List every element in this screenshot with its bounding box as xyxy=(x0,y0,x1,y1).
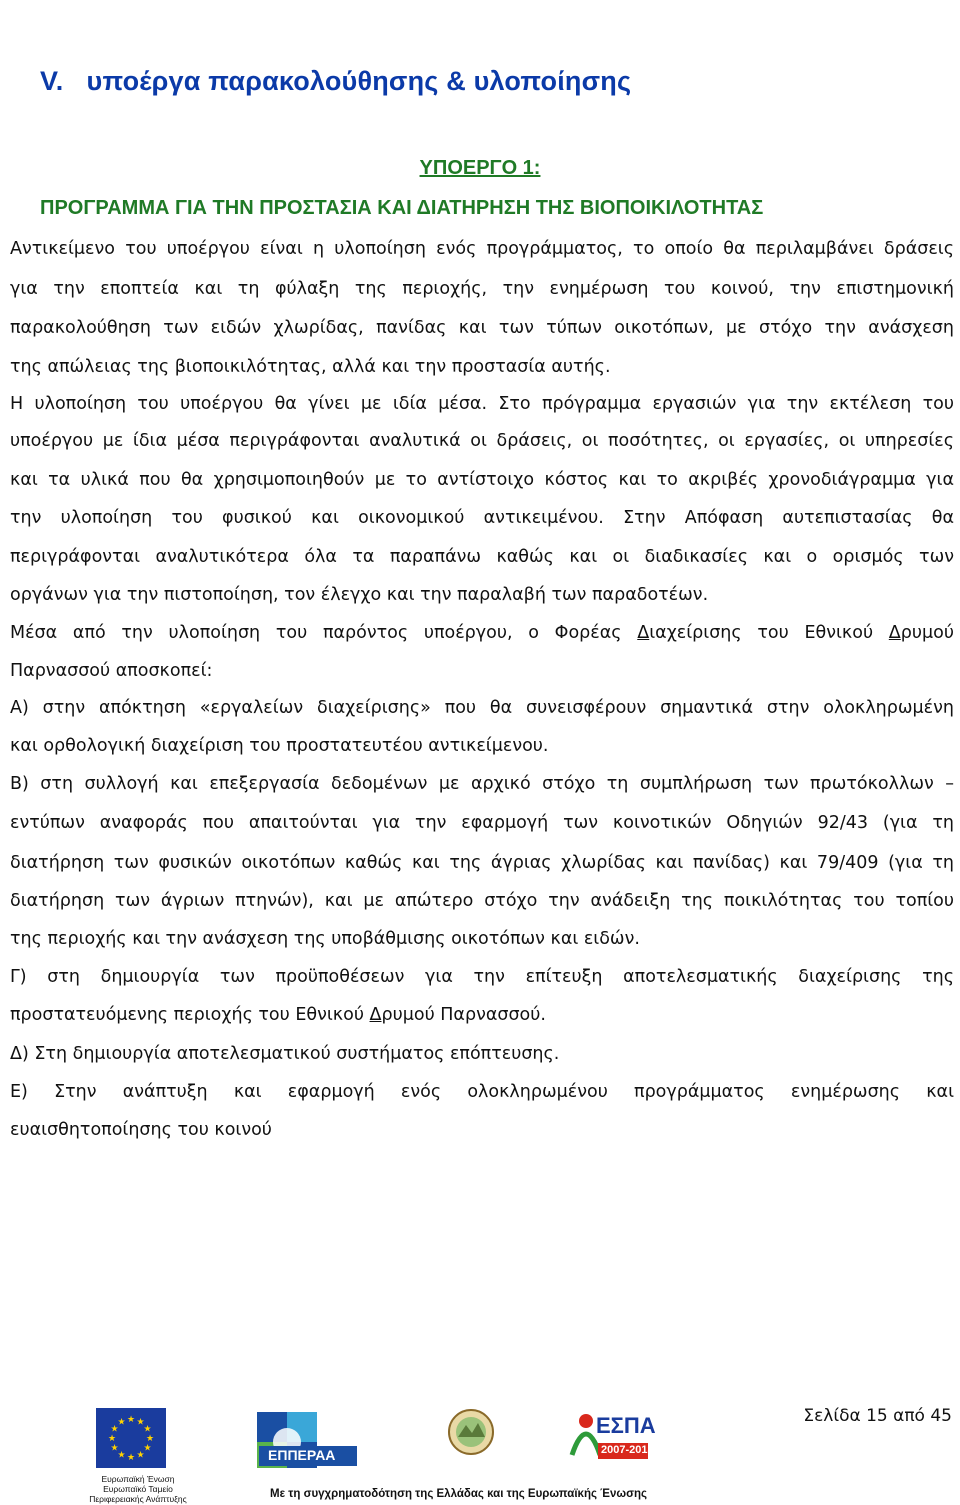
subproject-title: ΠΡΟΓΡΑΜΜΑ ΓΙΑ ΤΗΝ ΠΡΟΣΤΑΣΙΑ ΚΑΙ ΔΙΑΤΗΡΗΣΗ ΤΗΣ ΒΙΟΠΟΙΚΙΛΟΤΗΤΑΣ xyxy=(40,197,764,219)
p3-underlined: Δ xyxy=(888,623,901,643)
p3-text: ιαχείρισης του Εθνικού xyxy=(649,623,889,643)
section-title-text: υποέργα παρακολούθησης & υλοποίησης xyxy=(86,66,632,96)
paragraph-2-line: οργάνων για την πιστοποίηση, τον έλεγχο και την παραλαβή των παραδοτέων. xyxy=(10,585,709,605)
item-d-line: Δ) Στη δημιουργία αποτελεσματικού συστήματος επόπτευσης. xyxy=(10,1044,560,1064)
item-e-line: ευαισθητοποίησης του κοινού xyxy=(10,1120,272,1140)
cofunding-note: Με τη συγχρηματοδότηση της Ελλάδας και της Ευρωπαϊκής Ένωσης xyxy=(270,1488,647,1500)
item-e-line: Ε) Στην ανάπτυξη και εφαρμογή ενός ολοκληρωμένου προγράμματος ενημέρωσης και xyxy=(10,1082,954,1102)
svg-text:★: ★ xyxy=(136,1450,145,1461)
g-text: προστατευόμενης περιοχής του Εθνικού xyxy=(10,1005,370,1025)
espa-label: ΕΣΠΑ xyxy=(596,1413,656,1438)
item-b-line: της περιοχής και την ανάσχεση της υποβάθμισης οικοτόπων και ειδών. xyxy=(10,929,640,949)
paragraph-2-line: περιγράφονται αναλυτικότερα όλα τα παραπάνω καθώς και οι διαδικασίες και ο ορισμός των xyxy=(10,547,954,567)
page-number: Σελίδα 15 από 45 xyxy=(803,1406,952,1426)
svg-text:★: ★ xyxy=(145,1434,155,1444)
paragraph-2-line: Η υλοποίηση του υποέργου θα γίνει με ιδία μέσα. Στο πρόγραμμα εργασιών για την εκτέλεση του xyxy=(10,394,954,414)
p3-text: ρυμού xyxy=(900,623,954,643)
p3-underlined: Δ xyxy=(637,623,650,643)
paragraph-1-line: Αντικείμενο του υποέργου είναι η υλοποίηση ενός προγράμματος, το οποίο θα περιλαμβάνει δράσεις xyxy=(10,239,954,259)
item-a-line: Α) στην απόκτηση «εργαλείων διαχείρισης» που θα συνεισφέρουν σημαντικά στην ολοκληρωμένη xyxy=(10,698,954,718)
paragraph-2-line: και τα υλικά που θα χρησιμοποιηθούν με το αντίστοιχο κόστος και το ακριβές χρονοδιάγραμμα για xyxy=(10,470,954,490)
eu-caption-line: Περιφερειακής Ανάπτυξης xyxy=(89,1494,187,1504)
section-number: V. xyxy=(40,66,64,96)
svg-text:★: ★ xyxy=(110,1443,119,1454)
svg-text:★: ★ xyxy=(107,1434,117,1444)
subproject-label: ΥΠΟΕΡΓΟ 1: xyxy=(419,157,541,179)
svg-text:★: ★ xyxy=(143,1443,152,1454)
paragraph-1-line: για την εποπτεία και τη φύλαξη της περιοχής, την ενημέρωση του κοινού, την επιστημονική xyxy=(10,279,954,299)
item-b-line: διατήρηση των φυσικών οικοτόπων καθώς και της άγριας χλωρίδας και πανίδας) και 79/409 (για τη xyxy=(10,853,954,873)
section-title xyxy=(40,66,631,97)
eu-caption-line: Ευρωπαϊκό Ταμείο xyxy=(103,1484,173,1494)
paragraph-2-line: υποέργου με ίδια μέσα περιγράφονται αναλυτικά οι δράσεις, οι ποσότητες, οι εργασίες, οι υπηρεσίες xyxy=(10,431,954,451)
eu-caption-line: Ευρωπαϊκή Ένωση xyxy=(101,1474,175,1484)
eu-caption xyxy=(88,1474,188,1504)
item-b-line: Β) στη συλλογή και επεξεργασία δεδομένων με αρχικό στόχο τη συμπλήρωση των πρωτόκολλων – xyxy=(10,774,954,794)
espa-years: 2007-2013 xyxy=(601,1444,654,1456)
item-a-line: και ορθολογική διαχείριση του προστατευτέου αντικείμενου. xyxy=(10,736,549,756)
paragraph-2-line: την υλοποίηση του φυσικού και οικονομικού αντικειμένου. Στην Απόφαση αυτεπιστασίας θα xyxy=(10,508,954,528)
svg-text:★: ★ xyxy=(117,1417,126,1428)
svg-text:★: ★ xyxy=(110,1424,119,1435)
eu-flag-icon xyxy=(96,1408,166,1468)
svg-text:★: ★ xyxy=(126,1415,136,1425)
paragraph-3-line xyxy=(10,613,954,653)
epperaa-label: ΕΠΠΕΡΑΑ xyxy=(268,1447,336,1463)
item-g-line: Γ) στη δημιουργία των προϋποθέσεων για την επίτευξη αποτελεσματικής διαχείρισης της xyxy=(10,967,954,987)
p3-text: Μέσα από την υλοποίηση του παρόντος υποέργου, ο Φορέας xyxy=(10,623,638,643)
g-underlined: Δ xyxy=(369,1005,382,1025)
item-g-line xyxy=(10,995,954,1035)
item-b-line: εντύπων αναφοράς που απαιτούνται για την εφαρμογή των κοινοτικών Οδηγιών 92/43 (για τη xyxy=(10,813,954,833)
g-text: ρυμού Παρνασσού. xyxy=(381,1005,546,1025)
paragraph-3-line: Παρνασσού αποσκοπεί: xyxy=(10,661,213,681)
svg-text:★: ★ xyxy=(117,1450,126,1461)
svg-text:★: ★ xyxy=(143,1424,152,1435)
item-b-line: διατήρηση των άγριων πτηνών), και με απώτερο στόχο την ανάδειξη της ποικιλότητας του τοπίου xyxy=(10,891,954,911)
paragraph-1-line: παρακολούθηση των ειδών χλωρίδας, πανίδας και των τύπων οικοτόπων, με στόχο την ανάσχεση xyxy=(10,318,954,338)
svg-text:★: ★ xyxy=(136,1417,145,1428)
parnassos-seal-icon xyxy=(448,1407,494,1457)
paragraph-1-line: της απώλειας της βιοποικιλότητας, αλλά και την προστασία αυτής. xyxy=(10,357,611,377)
svg-text:★: ★ xyxy=(126,1453,136,1463)
